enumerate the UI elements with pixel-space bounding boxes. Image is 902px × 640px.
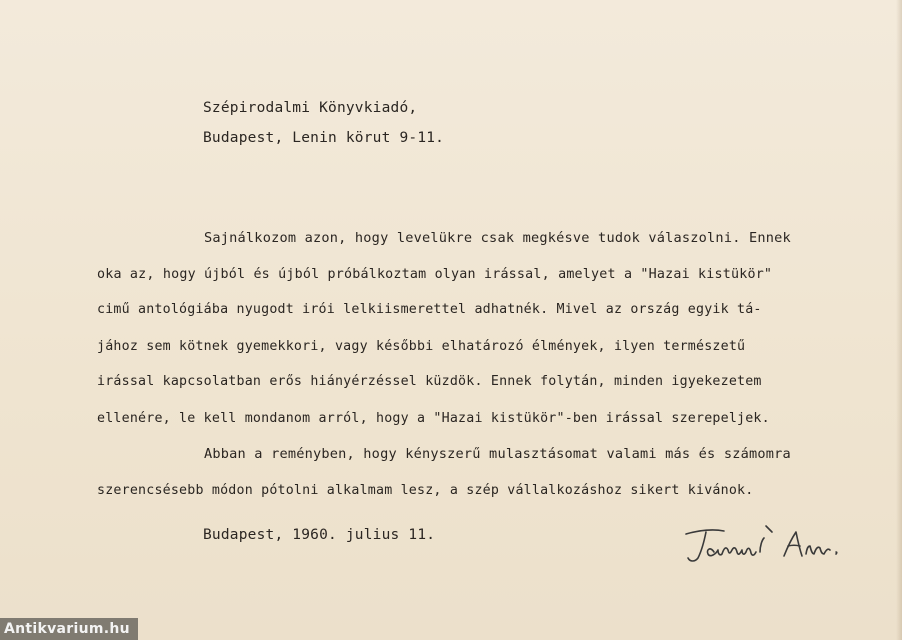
body-line: cimű antológiába nyugodt irói lelkiismerettel adhatnék. Mivel az ország egyik tá- (97, 302, 762, 317)
watermark-text: Antikvarium.hu (0, 618, 138, 640)
paper-edge-shadow (896, 0, 902, 640)
body-line: Sajnálkozom azon, hogy levelükre csak megkésve tudok válaszolni. Ennek (204, 230, 791, 246)
body-line: szerencsésebb módon pótolni alkalmam lesz, a szép vállalkozáshoz sikert kivánok. (97, 483, 754, 498)
body-line: oka az, hogy újból és újból próbálkoztam olyan irással, amelyet a "Hazai kistükör" (97, 267, 773, 282)
address-line-1: Szépirodalmi Könyvkiadó, (203, 100, 418, 116)
address-line-2: Budapest, Lenin körut 9-11. (203, 130, 445, 146)
handwritten-signature-icon (680, 512, 850, 572)
body-line: irással kapcsolatban erős hiányérzéssel küzdök. Ennek folytán, minden igyekezetem (97, 374, 762, 389)
body-line: ellenére, le kell mondanom arról, hogy a "Hazai kistükör"-ben irással szerepeljek. (97, 411, 770, 426)
date-line: Budapest, 1960. julius 11. (203, 527, 436, 543)
body-line: Abban a reményben, hogy kényszerű mulasztásomat valami más és számomra (204, 446, 791, 462)
body-line: jához sem kötnek gyemekkori, vagy későbbi elhatározó élmények, ilyen természetű (97, 339, 746, 354)
